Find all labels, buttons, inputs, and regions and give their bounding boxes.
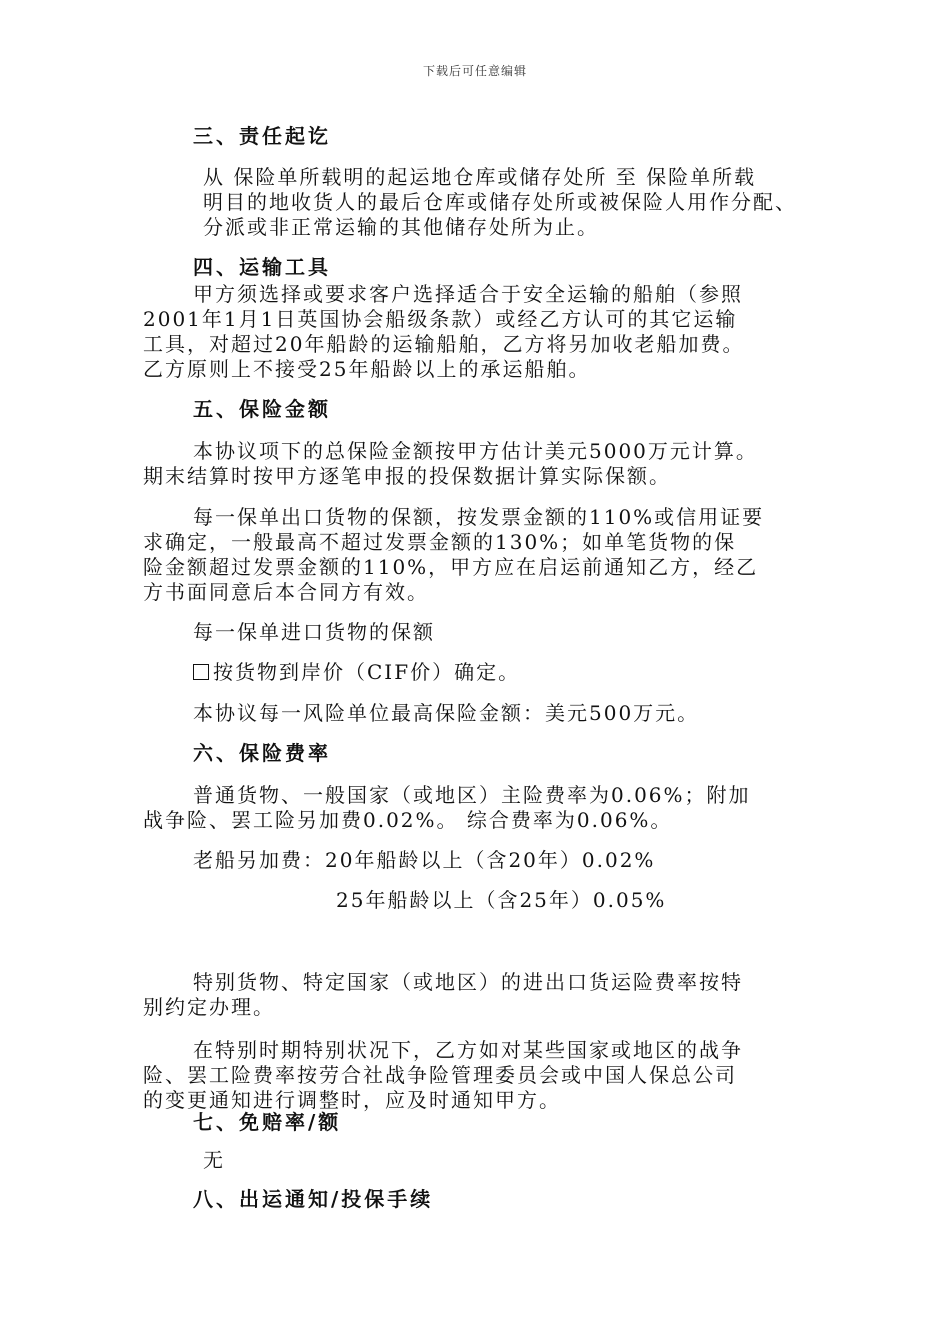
section-6-line: 的变更通知进行调整时，应及时通知甲方。 [143, 1088, 561, 1112]
section-4-line: 甲方须选择或要求客户选择适合于安全运输的船舶（参照 [193, 282, 743, 306]
old-ship-surcharge-2: 25年船龄以上（含25年）0.05% [336, 888, 667, 912]
section-4-line: 2001年1月1日英国协会船级条款）或经乙方认可的其它运输 [143, 307, 738, 331]
section-4-title: 四、运输工具 [193, 255, 331, 279]
section-6-para-2 [0, 970, 950, 1020]
section-5-para-4 [0, 660, 950, 685]
section-5-line: 险金额超过发票金额的110%，甲方应在启运前通知乙方，经乙 [143, 555, 759, 579]
section-5-para-4-text: 按货物到岸价（CIF价）确定。 [213, 660, 521, 684]
section-3-line: 明目的地收货人的最后仓库或储存处所或被保险人用作分配、 [203, 190, 797, 214]
section-5-line: 每一保单出口货物的保额，按发票金额的110%或信用证要 [193, 505, 765, 529]
section-6-title: 六、保险费率 [193, 741, 331, 765]
checkbox-icon [193, 664, 209, 680]
section-5-para-5: 本协议每一风险单位最高保险金额：美元500万元。 [193, 701, 700, 725]
section-4-line: 乙方原则上不接受25年船龄以上的承运船舶。 [143, 357, 591, 381]
section-6-line: 险、罢工险费率按劳合社战争险管理委员会或中国人保总公司 [143, 1063, 737, 1087]
section-3-line: 分派或非正常运输的其他储存处所为止。 [203, 215, 599, 239]
section-5-para-1 [0, 439, 950, 489]
section-5-line: 期末结算时按甲方逐笔申报的投保数据计算实际保额。 [143, 464, 671, 488]
old-ship-surcharge-1: 老船另加费：20年船龄以上（含20年）0.02% [193, 848, 656, 872]
section-6-line: 战争险、罢工险另加费0.02%。 综合费率为0.06%。 [143, 808, 673, 832]
section-5-line: 方书面同意后本合同方有效。 [143, 580, 429, 604]
section-6-line: 普通货物、一般国家（或地区）主险费率为0.06%；附加 [193, 783, 751, 807]
section-5-para-2 [0, 505, 950, 605]
section-6-line: 特别货物、特定国家（或地区）的进出口货运险费率按特 [193, 970, 743, 994]
section-4-line: 工具，对超过20年船龄的运输船舶，乙方将另加收老船加费。 [143, 332, 745, 356]
page-header-note: 下载后可任意编辑 [422, 64, 527, 78]
section-6-para-3 [0, 1038, 950, 1113]
section-3-body [0, 165, 950, 240]
section-6-line: 别约定办理。 [143, 995, 275, 1019]
section-4-body [0, 282, 950, 382]
section-5-title: 五、保险金额 [193, 397, 331, 421]
section-6-line: 在特别时期特别状况下，乙方如对某些国家或地区的战争 [193, 1038, 743, 1062]
section-5-para-3: 每一保单进口货物的保额 [193, 620, 435, 644]
section-8-title: 八、出运通知/投保手续 [193, 1187, 434, 1211]
section-5-line: 求确定，一般最高不超过发票金额的130%；如单笔货物的保 [143, 530, 737, 554]
section-3-title: 三、责任起讫 [193, 124, 331, 148]
section-7-title: 七、免赔率/额 [193, 1110, 342, 1134]
section-7-body: 无 [203, 1148, 225, 1172]
section-3-line: 从 保险单所载明的起运地仓库或储存处所 至 保险单所载 [203, 165, 757, 189]
section-5-line: 本协议项下的总保险金额按甲方估计美元5000万元计算。 [193, 439, 758, 463]
section-6-para-1 [0, 783, 950, 833]
